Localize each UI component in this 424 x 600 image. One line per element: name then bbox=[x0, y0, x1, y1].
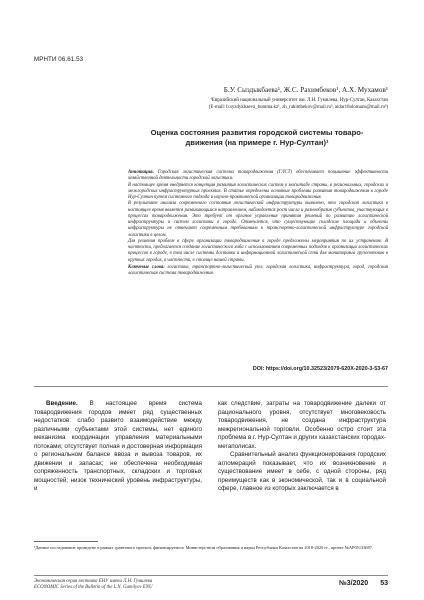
intro-paragraph bbox=[34, 400, 202, 494]
intro-text: В настоящее время система товародвижения городов имеет ряд существенных недостатков: слабо развито взаимодействие между различными субъектами этой системы, нет единого механизма координации управления материальными потоками; отсутствует полная и достоверная информация о региональном балансе ввоза и вывоза товаров, их движении и запасах; не обеспечена необходимая сопряженность транспортных, складских и торговых мощностей; низок технический уровень инфраструктуры, и bbox=[34, 400, 202, 492]
issue-and-page bbox=[339, 580, 388, 587]
keywords-label: Ключевые слова: bbox=[128, 264, 165, 270]
body-paragraph: Сравнительный анализ функционирования городских агломераций показывает, что их возникновение и существование имеет в себе, с одной стороны, ряд преимуществ как в экономической, так и в социальной сфере, главное из которых заключается в bbox=[218, 451, 386, 492]
abstract-label: Аннотация. bbox=[128, 170, 154, 175]
footer-divider bbox=[34, 575, 388, 576]
journal-name-en: ECONOMIC Series of the Bulletin of the L.N. Gumilyov ENU bbox=[34, 585, 153, 590]
abstract-paragraph: Для решения проблем в сфере организации товародвижения в городе предложены мероприятия по их устранению. В частности, предлагается создание логистического хаба с использованием современных подходов к организации логистических процессов в городе, в том числе системы доставки и информационной логистической сети для мониторинга грузопотоков в крупных городах, в частности, в столице нашей страны. bbox=[128, 238, 388, 263]
abstract-paragraph bbox=[128, 170, 388, 183]
section-divider bbox=[34, 386, 388, 387]
mrnti-code: МРНТИ 06.61.53 bbox=[34, 56, 84, 63]
doi-link[interactable]: DOI: https://doi.org/10.32523/2079-620X-2020-3-53-67 bbox=[252, 366, 388, 372]
authors: Б.У. Сыздыкбаева¹, Ж.С. Рахимбеков¹, А.Х. Мухамов¹ bbox=[223, 86, 388, 94]
affiliation-line: ¹Евразийский национальный университет им. Л.Н. Гумилева, Нур-Султан, Казахстан bbox=[210, 98, 388, 103]
abstract-paragraph: В результате анализа современного состояния логистической инфраструктуры выявлено, что городская логистика в настоящее время является развивающимся направлением, наблюдается рост числа и разнообразия субъектов, участвующих в процессах товародвижения. Это требует от органов управления принятия решений по развитию логистической инфраструктуры и систем логистики в городе. Отмечается, что существующие складские площади и объекты инфраструктуры не отвечают современным требованиям к транспортно-логистической инфраструктуре городской логистики в целом. bbox=[128, 201, 388, 238]
body-paragraph: как следствие, затраты на товародвижение далеки от рационального уровня, отсутствует многовековость товародвижения, не создана инфраструктура межрегиональной торговли. Особенно остро стоит эта проблема в г. Нур-Султан и других казахстанских городах-мегаполисах. bbox=[218, 400, 386, 450]
intro-heading: Введение. bbox=[46, 400, 78, 407]
affiliation bbox=[176, 98, 388, 111]
article-title-line: Оценка состояния развития городской системы товаро- bbox=[150, 128, 364, 137]
article-title bbox=[126, 128, 388, 148]
footnote: ¹Данное исследование проведено в рамках грантового проекта, финансируемого Министерством образования и науки Республики Казахстан на 2018-2020 гг., проект №АР05133697. bbox=[34, 545, 374, 550]
issue-number: №3/2020 bbox=[338, 580, 369, 587]
keywords bbox=[128, 265, 388, 278]
article-title-line: движения (на примере г. Нур-Султан)¹ bbox=[185, 138, 329, 147]
body-column-left bbox=[34, 400, 202, 494]
body-column-right bbox=[218, 400, 386, 494]
abstract-paragraph: В настоящее время внедряется концепция развития логистических систем в масштабе страны, в региональных, городских и межгородских инфраструктурных проектах. В статье определены основные проблемы развития товародвижения в городе Нур-Султан путем системного подхода и научно-практической организации товародвижения. bbox=[128, 182, 388, 200]
page-number: 53 bbox=[380, 580, 388, 587]
journal-name-ru: Экономическая серия вестника ЕНУ имени Л.Н. Гумилева bbox=[34, 579, 153, 584]
keywords-text: логистика, транспортно-логистический узел, городская логистика, инфраструктура, город, городская логистическая система товародвижения. bbox=[128, 264, 388, 276]
journal-name bbox=[34, 579, 152, 591]
footnote-rule bbox=[34, 541, 98, 542]
affiliation-emails: (E-mail: b.syzdykbaeva_bumma.kz¹, zh_rahimbekov@mail.ru², aidar18olomazu@mail.ru³) bbox=[208, 104, 388, 110]
abstract bbox=[128, 170, 388, 277]
abstract-text: Городская логистическая система товародвижения (ГЛСТ) обеспечивает повышение эффективности хозяйственной деятельности городской логистики. bbox=[128, 170, 389, 182]
